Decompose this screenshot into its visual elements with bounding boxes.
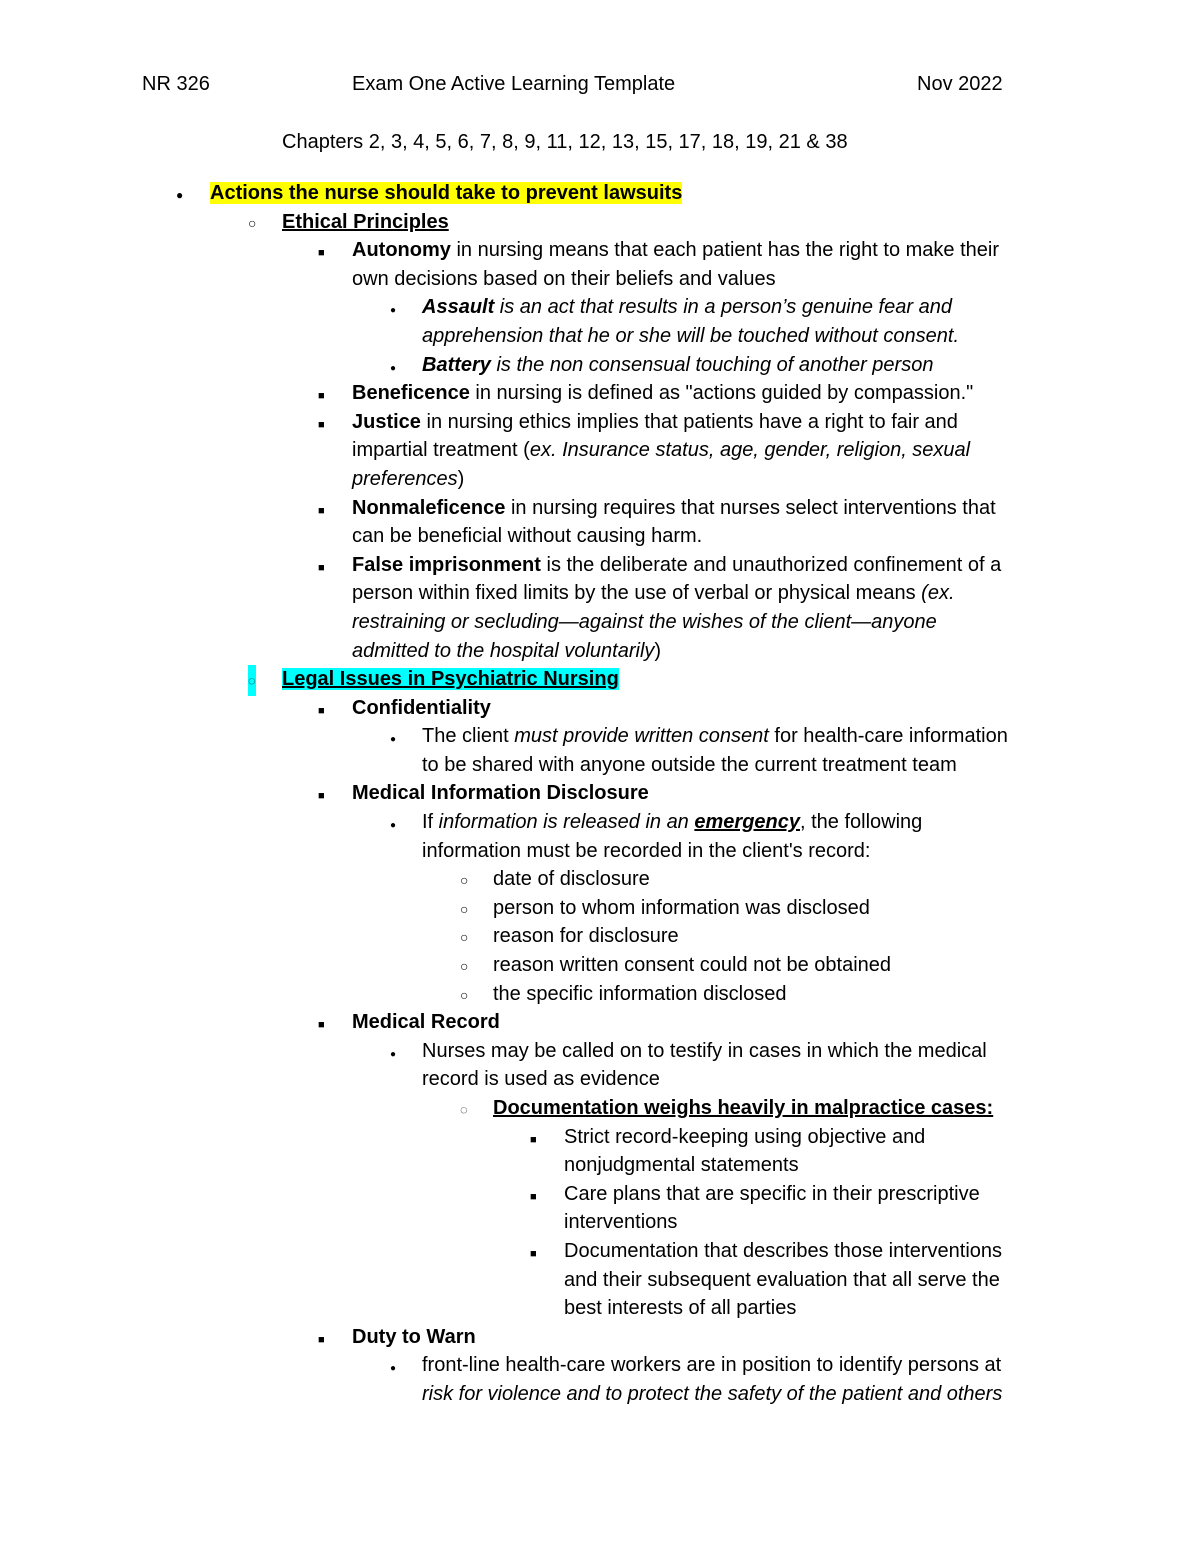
bullet-square-icon <box>318 408 325 440</box>
term: Justice <box>352 410 421 433</box>
bullet-square-icon <box>530 1180 537 1212</box>
text: apprehension that he or she will be touched without consent. <box>422 324 960 347</box>
bullet-square-icon <box>318 694 325 726</box>
text: interventions <box>564 1211 678 1234</box>
list-item <box>0 922 1200 951</box>
text: impartial treatment ( <box>352 439 530 462</box>
text: Nurses may be called on to testify in cases in which the medical <box>422 1039 987 1062</box>
text: date of disclosure <box>493 868 650 891</box>
term: Medical Information Disclosure <box>352 782 649 805</box>
item-assault <box>0 293 1200 350</box>
outline <box>0 179 1200 1409</box>
text: Strict record-keeping using objective and <box>564 1125 926 1148</box>
header-title: Exam One Active Learning Template <box>352 73 676 95</box>
text: person within fixed limits by the use of verbal or physical means <box>352 582 922 605</box>
bullet-circle-icon <box>460 951 468 981</box>
text: in nursing ethics implies that patients have a right to fair and <box>420 410 958 433</box>
bullet-square-icon <box>318 379 325 411</box>
bullet-square-icon <box>318 1323 325 1355</box>
list-item <box>0 980 1200 1009</box>
list-item <box>0 1123 1200 1180</box>
item-nonmaleficence <box>0 494 1200 551</box>
text: Documentation that describes those interventions <box>564 1239 1003 1262</box>
bullet-dotted-circle-icon <box>248 665 256 696</box>
item-beneficence <box>0 379 1200 408</box>
bullet-circle-icon <box>460 865 468 895</box>
text: restraining or secluding—against the wishes of the client—anyone <box>352 610 937 633</box>
list-item <box>0 865 1200 894</box>
text: in nursing means that each patient has the right to make their <box>450 239 999 262</box>
item-medical-record <box>0 1008 1200 1037</box>
text: If <box>422 811 439 834</box>
bullet-disc-icon <box>390 1037 396 1070</box>
bullet-square-icon <box>530 1237 537 1269</box>
bullet-square-icon <box>318 236 325 268</box>
term: Autonomy <box>352 239 451 262</box>
text: reason for disclosure <box>493 925 679 948</box>
outline-heading <box>0 179 1200 208</box>
text: can be beneficial without causing harm. <box>352 525 703 548</box>
text: best interests of all parties <box>564 1297 797 1320</box>
bullet-square-icon <box>318 1008 325 1040</box>
bullet-circle-icon <box>460 980 468 1010</box>
list-item <box>0 1180 1200 1237</box>
text: Care plans that are specific in their prescriptive <box>564 1182 980 1205</box>
term: Medical Record <box>352 1011 500 1034</box>
item-battery <box>0 351 1200 380</box>
bullet-dotted-circle-icon <box>460 1094 468 1125</box>
text: and their subsequent evaluation that all serve the <box>564 1268 1000 1291</box>
bullet-square-icon <box>318 494 325 526</box>
item-justice <box>0 408 1200 494</box>
section-title: Ethical Principles <box>282 210 449 233</box>
item-confidentiality <box>0 694 1200 723</box>
item-duty-to-warn-detail <box>0 1351 1200 1408</box>
list-item <box>0 1237 1200 1323</box>
text: own decisions based on their beliefs and values <box>352 267 776 290</box>
text: in nursing requires that nurses select interventions that <box>505 496 996 519</box>
bullet-square-icon <box>318 551 325 583</box>
item-disclosure-detail <box>0 808 1200 865</box>
bullet-disc-icon <box>390 722 396 755</box>
text: information is released in an <box>438 811 695 834</box>
bullet-circle-icon <box>460 922 468 952</box>
section-legal-issues <box>0 665 1200 694</box>
text: is the non consensual touching of another person <box>490 353 934 376</box>
text: preferences <box>352 467 458 490</box>
header-date: Nov 2022 <box>917 73 1003 95</box>
text: information must be recorded in the client's record: <box>422 839 871 862</box>
text: reason written consent could not be obtained <box>493 954 892 977</box>
subsection-title: Documentation weighs heavily in malpractice cases: <box>493 1097 994 1119</box>
text: ) <box>654 639 662 662</box>
bullet-circle-icon <box>460 894 468 924</box>
bullet-circle-icon <box>248 208 256 238</box>
text: is an act that results in a person’s genuine fear and <box>494 296 952 319</box>
list-item <box>0 951 1200 980</box>
bullet-disc-icon <box>390 1351 396 1384</box>
text: in nursing is defined as "actions guided by compassion." <box>469 382 974 405</box>
term: Battery <box>422 353 491 376</box>
bullet-disc-icon <box>390 293 396 326</box>
text: nonjudgmental statements <box>564 1154 799 1177</box>
text: for health-care information <box>768 725 1008 748</box>
text: is the deliberate and unauthorized confinement of a <box>540 553 1002 576</box>
term: Nonmaleficence <box>352 496 506 519</box>
text: front-line health-care workers are in position to identify persons at <box>422 1354 1002 1377</box>
list-item <box>0 894 1200 923</box>
text: , the following <box>800 811 923 834</box>
term: Assault <box>422 296 495 319</box>
header-course: NR 326 <box>142 73 210 95</box>
text: The client <box>422 725 515 748</box>
item-autonomy <box>0 236 1200 293</box>
bullet-square-icon <box>530 1123 537 1155</box>
item-documentation <box>0 1094 1200 1123</box>
text: (ex. <box>921 582 955 605</box>
item-medical-record-detail <box>0 1037 1200 1094</box>
heading-text: Actions the nurse should take to prevent lawsuits <box>210 182 683 204</box>
bullet-disc-icon <box>390 808 396 841</box>
text: person to whom information was disclosed <box>493 896 870 919</box>
text: record is used as evidence <box>422 1068 660 1091</box>
emphasis: emergency <box>694 811 800 834</box>
section-title: Legal Issues in Psychiatric Nursing <box>282 668 619 691</box>
term: Beneficence <box>352 382 470 405</box>
chapters-line: Chapters 2, 3, 4, 5, 6, 7, 8, 9, 11, 12, 13, 15, 17, 18, 19, 21 & 38 <box>282 131 848 153</box>
item-disclosure <box>0 779 1200 808</box>
term: False imprisonment <box>352 553 541 576</box>
item-confidentiality-detail <box>0 722 1200 779</box>
text: must provide written consent <box>514 725 769 748</box>
text: ) <box>457 467 465 490</box>
item-duty-to-warn <box>0 1323 1200 1352</box>
term: Confidentiality <box>352 696 491 719</box>
item-false-imprisonment <box>0 551 1200 665</box>
term: Duty to Warn <box>352 1325 476 1348</box>
text: risk for violence and to protect the safety of the patient and others <box>422 1382 1003 1405</box>
bullet-square-icon <box>318 779 325 811</box>
bullet-disc-icon <box>176 179 183 210</box>
text: to be shared with anyone outside the current treatment team <box>422 753 957 776</box>
section-ethical-principles <box>0 208 1200 237</box>
text: the specific information disclosed <box>493 982 787 1005</box>
text: ex. Insurance status, age, gender, religion, sexual <box>529 439 971 462</box>
text: admitted to the hospital voluntarily <box>352 639 655 662</box>
